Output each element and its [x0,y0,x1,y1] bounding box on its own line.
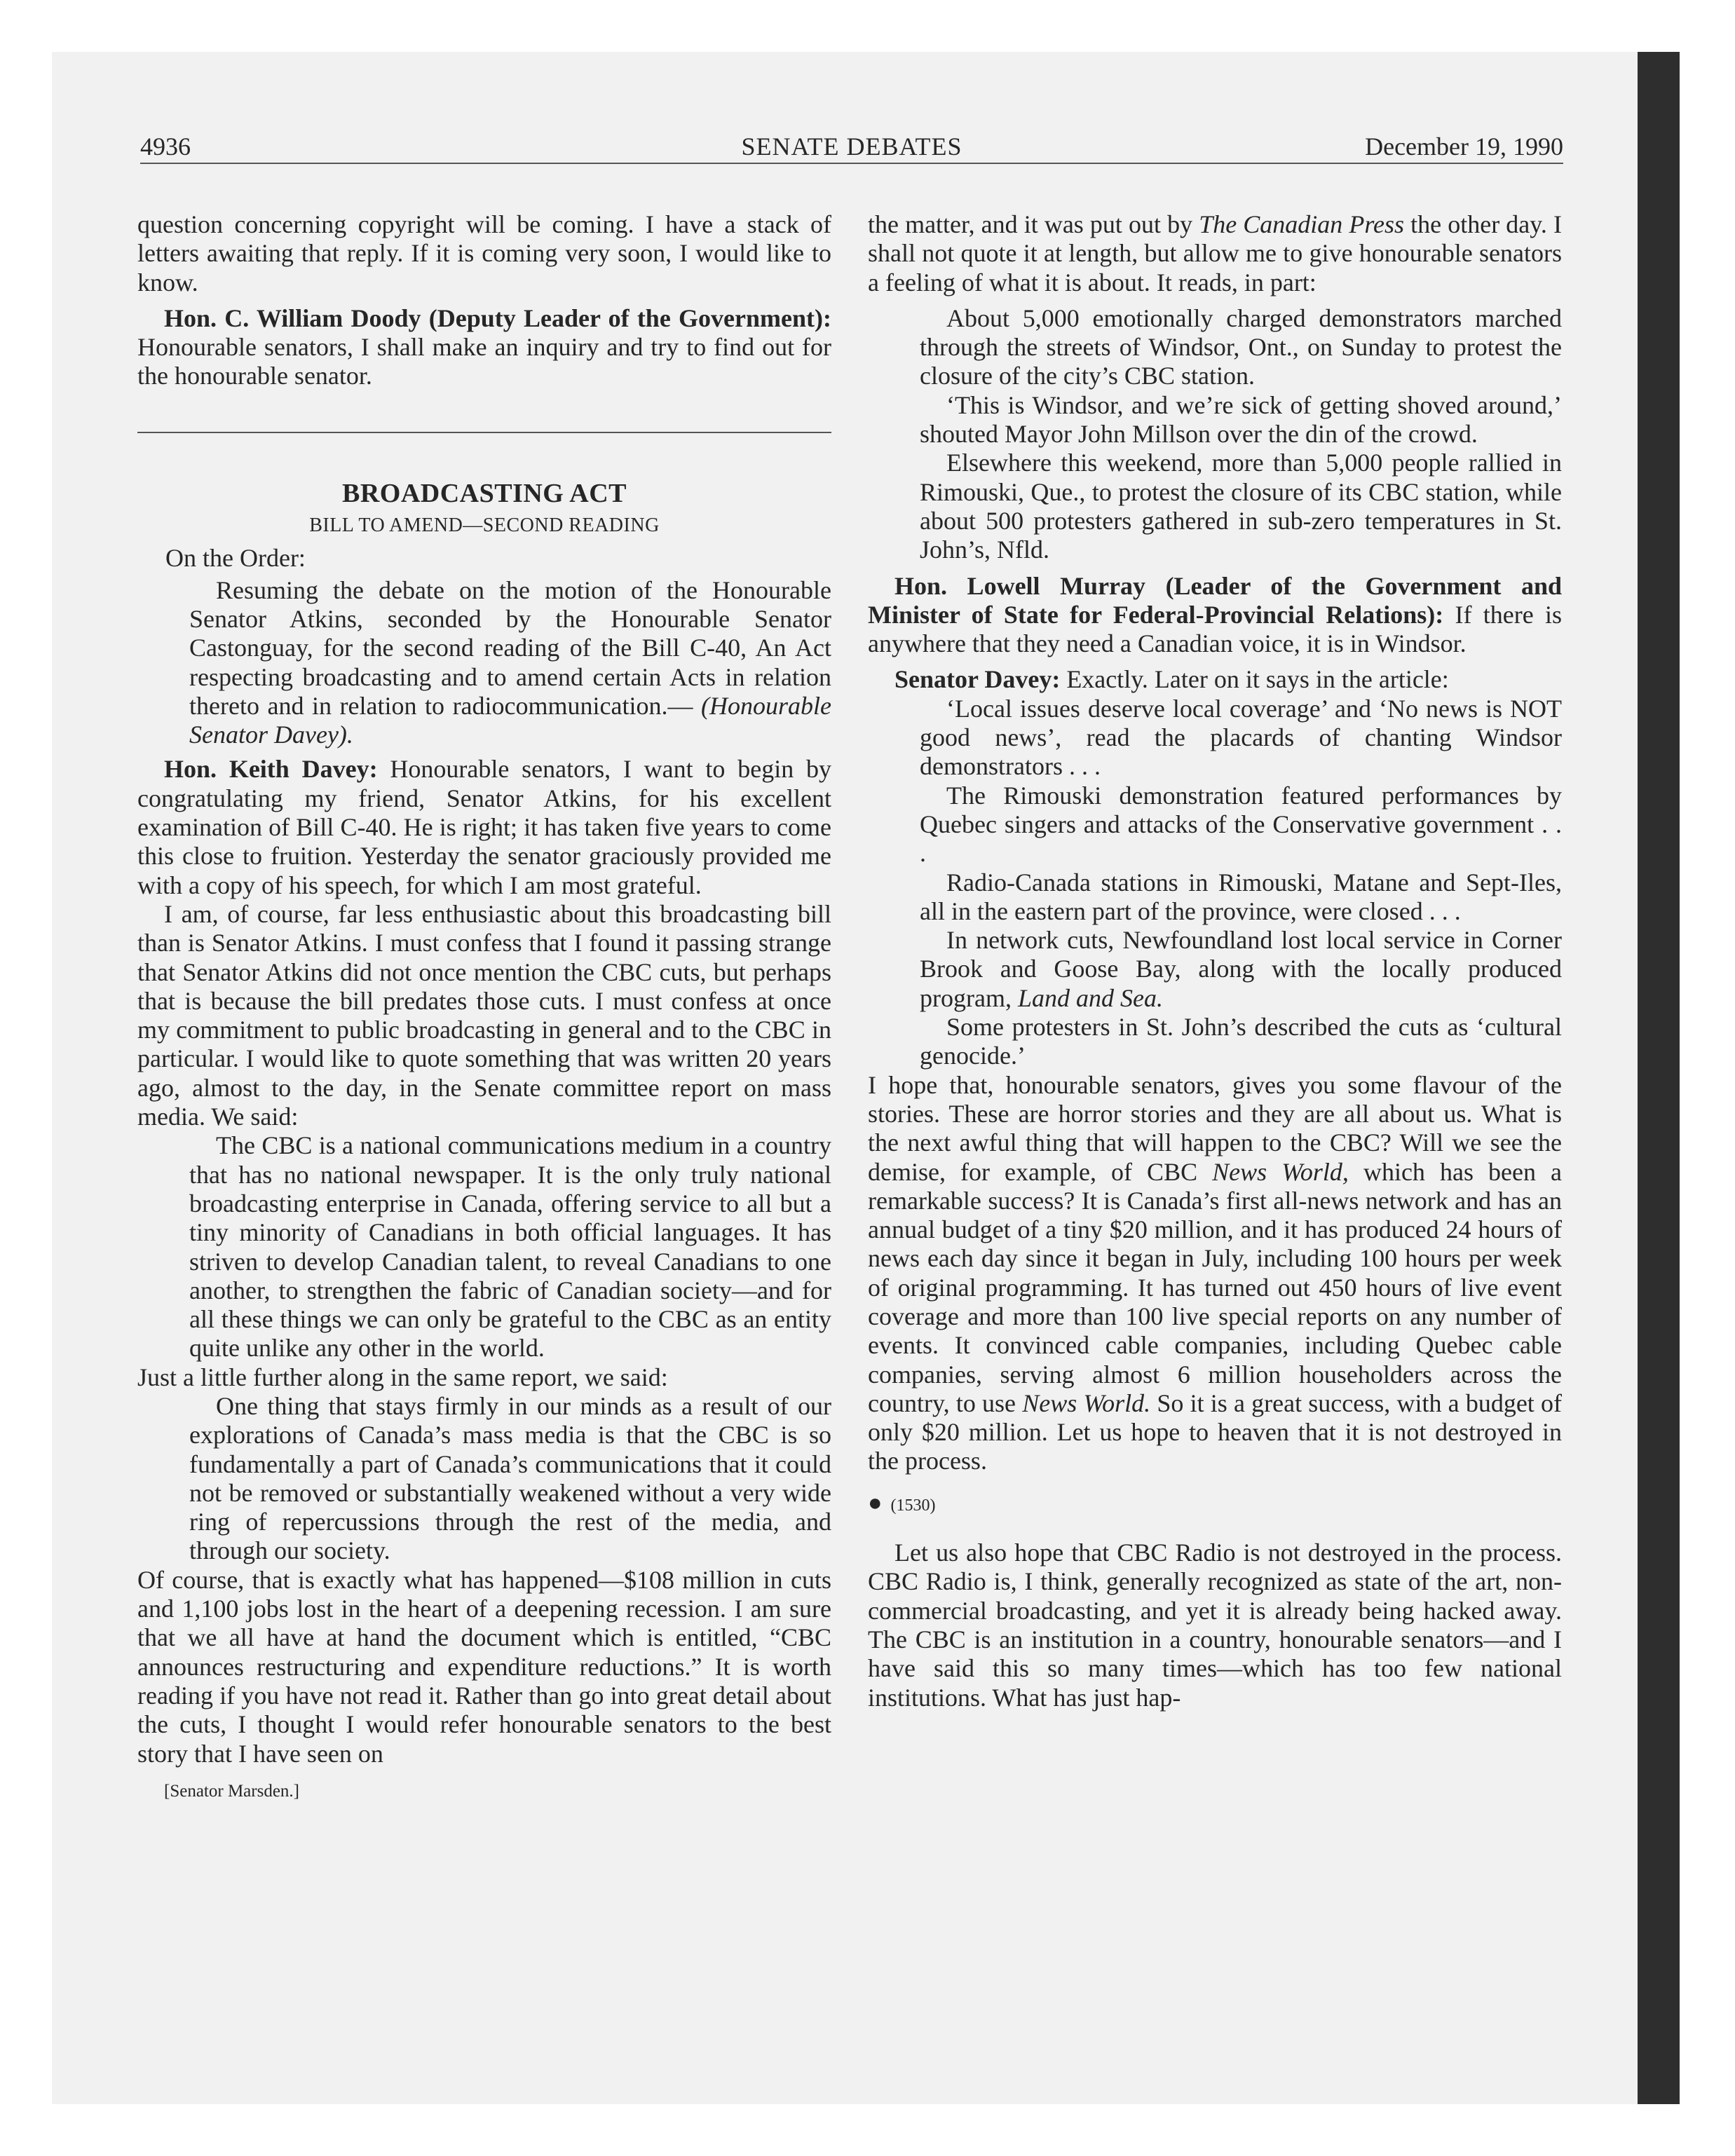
speech-doody [137,304,831,391]
quotation [189,1131,831,1363]
speaker-name: Senator Davey: [894,665,1061,694]
paragraph: question concerning copyright will be coming. I have a stack of letters awaiting that reply. If it is coming very soon, I would like to know. [137,210,831,296]
text: So it is a great success, with a budget of only $20 million. Let us hope to heaven that it is not destroyed in the process. [868,1389,1562,1475]
paragraph: Just a little further along in the same report, we said: [137,1363,668,1391]
publication-date: December 19, 1990 [1365,132,1563,161]
publication-name: The Canadian Press [1199,210,1405,238]
quotation-text: Radio-Canada stations in Rimouski, Matane and Sept-Iles, all in the eastern part of the province, were closed . . . [920,868,1562,925]
speech-davey [868,665,1562,694]
page-number: 4936 [140,132,191,161]
paragraph: I am, of course, far less enthusiastic about this broadcasting bill than is Senator Atkins. I must confess that I found it passing strange that Senator Atkins did not once mention the CBC cuts, but perhaps that is because the bill predates those cuts. I must confess at once my commitment to public broadcasting in general and to the CBC in particular. I would like to quote something that was written 20 years ago, almost to the day, in the Senate committee report on mass media. We said: [137,899,831,1131]
paragraph: Let us also hope that CBC Radio is not destroyed in the process. CBC Radio is, I think, generally recognized as state of the art, non-commercial broadcasting, and yet it is already being hacked away. The CBC is an institution in a country, honourable senators—and I have said this so many times—which has too few national institutions. What has just hap- [868,1538,1562,1712]
quotation [920,695,1562,1071]
program-name: Land and Sea. [1017,983,1163,1012]
publication-title: SENATE DEBATES [741,132,962,161]
section-subtitle: BILL TO AMEND—SECOND READING [309,514,660,537]
scan-binding-edge [1638,52,1680,2104]
quotation-text: One thing that stays firmly in our minds as a result of our explorations of Canada’s mass media is that the CBC is so fundamentally a part of Canada’s communications that it could not be removed or substantially weakened without a very wide ring of repercussions through the rest of the media, and through our society. [189,1391,831,1565]
paragraph [868,210,1562,297]
order-label: On the Order: [165,544,306,573]
speech-davey [137,755,831,899]
section-divider [137,432,831,433]
quotation-text [920,926,1562,1013]
speech-text: If there is anywhere that they need a Canadian voice, it is in Windsor. [868,600,1563,658]
paragraph [868,1071,1562,1476]
quotation-text: The CBC is a national communications medium in a country that has no national newspaper. It is the only truly national broadcasting enterprise in Canada, offering service to all but a tiny minority of Canadians in both official languages. It has striven to develop Canadian talent, to reveal Canadians to one another, to strengthen the fabric of Canadian society—and for all these things we can only be grateful to the CBC as an entity quite unlike any other in the world. [189,1131,831,1363]
text: In network cuts, Newfoundland lost local service in Corner Brook and Goose Bay, along with the locally produced program, [920,926,1562,1012]
motion-body: Resuming the debate on the motion of the Honourable Senator Atkins, seconded by the Honourable Senator Castonguay, for the second reading of the Bill C-40, An Act respecting broadcasting and to amend certain Acts in relation thereto and in relation to radiocommunication.— [189,575,831,720]
quotation [189,1392,831,1566]
speech-text: Honourable senators, I want to begin by congratulating my friend, Senator Atkins, for his excellent examination of Bill C-40. He is right; it has taken five years to come this close to fruition. Yesterday the senator graciously provided me with a copy of his speech, for which I am most grateful. [137,755,831,899]
time-marker [868,1489,1562,1520]
speaker-name: Hon. C. William Doody (Deputy Leader of the Government): [164,303,831,332]
time-value: (1530) [890,1496,936,1515]
motion-text [189,576,831,750]
speaker-name: Hon. Lowell Murray (Leader of the Government and Minister of State for Federal-Provincial Relations): [868,571,1562,629]
network-name: News World, [1212,1157,1349,1186]
network-name: News World. [1022,1389,1151,1417]
quotation [920,304,1562,565]
speaker-name: Hon. Keith Davey: [164,755,378,784]
quotation-text: Some protesters in St. John’s described the cuts as ‘cultural genocide.’ [920,1013,1562,1070]
speech-text: Honourable senators, I shall make an inquiry and try to find out for the honourable senator. [137,333,831,390]
quotation-text: ‘Local issues deserve local coverage’ and ‘No news is NOT good news’, read the placards of chanting Windsor demonstrators . . . [920,694,1562,781]
page-header [140,130,1563,164]
text: the other day. I shall not quote it at length, but allow me to give honourable senators a feeling of what it is about. It reads, in part: [868,210,1563,296]
speech-text: Exactly. Later on it says in the article: [1066,665,1449,694]
speech-murray [868,572,1562,659]
motion-attribution: (Honourable Senator Davey). [189,691,832,749]
quotation-text: The Rimouski demonstration featured performances by Quebec singers and attacks of the Conservative government . . . [920,781,1562,868]
quotation-text: About 5,000 emotionally charged demonstrators marched through the streets of Windsor, Ont., on Sunday to protest the closure of the city’s CBC station. [920,303,1562,390]
left-column [137,210,831,1806]
paragraph: Of course, that is exactly what has happened—$108 million in cuts and 1,100 jobs lost in the heart of a deepening recession. I am sure that we all have at hand the document which is entitled, “CBC announces restructuring and expenditure reductions.” It is worth reading if you have not read it. Rather than go into great detail about the cuts, I thought I would refer honourable senators to the best story that I have seen on [137,1565,831,1768]
text: which has been a remarkable success? It is Canada’s first all-news network and has an annual budget of a tiny $20 million, and it has produced 24 hours of news each day since it began in July, including 100 hours per week of original programming. It has turned out 450 hours of live event coverage and more than 100 live special reports on any number of events. It convinced cable companies, including Quebec cable companies, serving almost 6 million householders across the country, to use [868,1157,1562,1417]
quotation-text: Elsewhere this weekend, more than 5,000 people rallied in Rimouski, Que., to protest the closure of its CBC station, while about 500 protesters gathered in sub-zero temperatures in St. John’s, Nfld. [920,449,1562,564]
section-title: BROADCASTING ACT [341,478,627,508]
text: the matter, and it was put out by [868,210,1193,238]
bullet-icon: ● [868,1489,883,1516]
text: I hope that, honourable senators, gives you some flavour of the stories. These are horror stories and they are all about us. What is the next awful thing that will happen to the CBC? Will we see the demise, for example, of CBC [868,1070,1562,1186]
right-column [868,210,1562,1712]
footer-attribution: [Senator Marsden.] [164,1781,299,1801]
quotation-text: ‘This is Windsor, and we’re sick of getting shoved around,’ shouted Mayor John Millson over the din of the crowd. [920,390,1562,449]
